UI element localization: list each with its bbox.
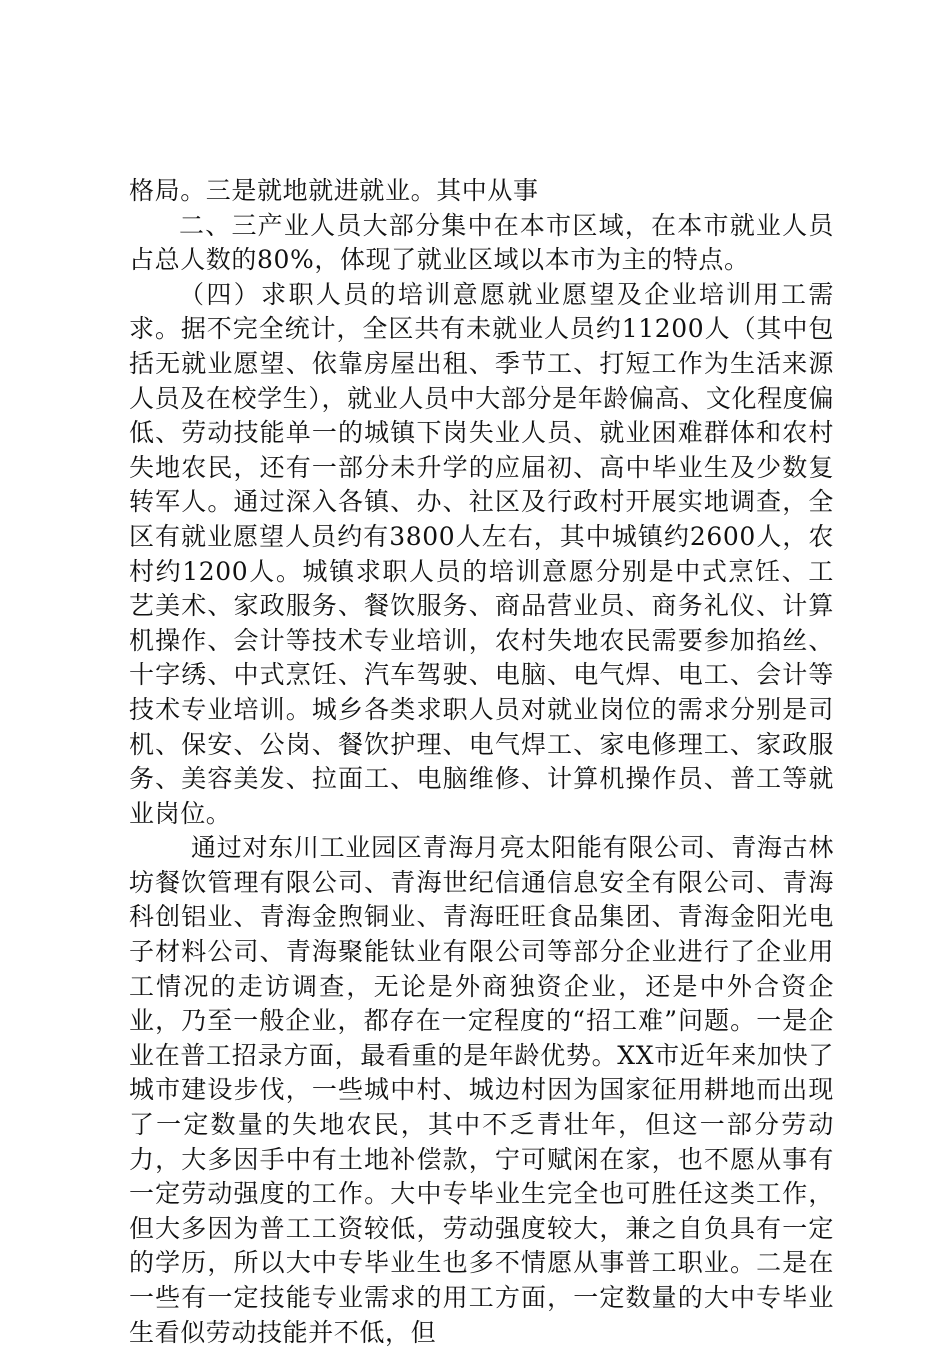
paragraph-enterprise-survey: 通过对东川工业园区青海月亮太阳能有限公司、青海古林坊餐饮管理有限公司、青海世纪信通信息安全有限公司、青海科创铝业、青海金煦铜业、青海旺旺食品集团、青海金阳光电子材料公司、青海聚能钛业有限公司等部分企业进行了企业用工情况的走访调查，无论是外商独资企业，还是中外合资企业，乃至一般企业，都存在一定程度的“招工难”问题。一是企业在普工招录方面，最看重的是年龄优势。XX市近年来加快了城市建设步伐，一些城中村、城边村因为国家征用耕地而出现了一定数量的失地农民，其中不乏青壮年，但这一部分劳动力，大多因手中有土地补偿款，宁可赋闲在家，也不愿从事有一定劳动强度的工作。大中专毕业生完全也可胜任这类工作，但大多因为普工工资较低，劳动强度较大，兼之自负具有一定的学历，所以大中专毕业生也多不情愿从事普工职业。二是在一些有一定技能专业需求的用工方面，一定数量的大中专毕业生看似劳动技能并不低，但 bbox=[129, 833, 834, 1347]
paragraph-training-needs: （四）求职人员的培训意愿就业愿望及企业培训用工需求。据不完全统计，全区共有未就业人员约11200人（其中包括无就业愿望、依靠房屋出租、季节工、打短工作为生活来源人员及在校学生），就业人员中大部分是年龄偏高、文化程度偏低、劳动技能单一的城镇下岗失业人员、就业困难群体和农村失地农民，还有一部分未升学的应届初、高中毕业生及少数复转军人。通过深入各镇、办、社区及行政村开展实地调查，全区有就业愿望人员约有3800人左右，其中城镇约2600人，农村约1200人。城镇求职人员的培训意愿分别是中式烹饪、工艺美术、家政服务、餐饮服务、商品营业员、商务礼仪、计算机操作、会计等技术专业培训，农村失地农民需要参加掐丝、十字绣、中式烹饪、汽车驾驶、电脑、电气焊、电工、会计等技术专业培训。城乡各类求职人员对就业岗位的需求分别是司机、保安、公岗、餐饮护理、电气焊工、家电修理工、家政服务、美容美发、拉面工、电脑维修、计算机操作员、普工等就业岗位。 bbox=[129, 279, 834, 828]
document-body bbox=[129, 174, 834, 1350]
paragraph-continuation: 格局。三是就地就进就业。其中从事 bbox=[129, 176, 539, 205]
paragraph-employment-region: 二、三产业人员大部分集中在本市区域，在本市就业人员占总人数的80%，体现了就业区域以本市为主的特点。 bbox=[129, 210, 834, 275]
